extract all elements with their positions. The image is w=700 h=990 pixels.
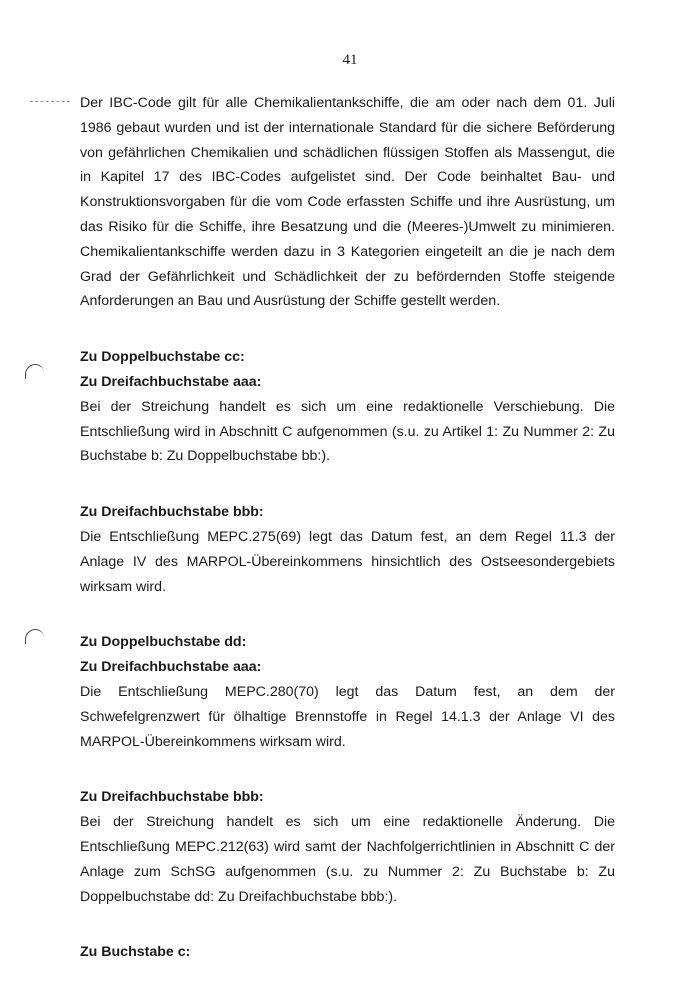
- heading-doppelbuchstabe-dd: Zu Doppelbuchstabe dd:: [80, 634, 247, 651]
- paragraph-mepc-212: Bei der Streichung handelt es sich um eine redaktionelle Änderung. Die Entschließung MEPC.212(63) wird samt der Nachfolgerrichtlinien in Abschnitt C der Anlage zum SchSG aufgenommen (s.u. zu Nummer 2: Zu Buchstabe b: Zu Doppelbuchstabe dd: Zu Dreifachbuchstabe bbb:).: [80, 814, 615, 905]
- heading-doppelbuchstabe-cc: Zu Doppelbuchstabe cc:: [80, 349, 245, 366]
- paragraph-mepc-275: Die Entschließung MEPC.275(69) legt das Datum fest, an dem Regel 11.3 der Anlage IV des MARPOL-Übereinkommens hinsichtlich des Ostseesondergebiets wirksam wird.: [80, 528, 615, 595]
- heading-buchstabe-c: Zu Buchstabe c:: [80, 944, 191, 961]
- heading-dreifachbuchstabe-aaa: Zu Dreifachbuchstabe aaa:: [80, 373, 262, 390]
- heading-dreifachbuchstabe-bbb: Zu Dreifachbuchstabe bbb:: [80, 504, 264, 521]
- paragraph-mepc-280: Die Entschließung MEPC.280(70) legt das Datum fest, an dem der Schwefelgrenzwert für ölhaltige Brennstoffe in Regel 14.1.3 der Anlage VI des MARPOL-Übereinkommens wirksam wird.: [80, 683, 615, 750]
- document-body: [80, 91, 615, 965]
- heading-dreifachbuchstabe-bbb-2: Zu Dreifachbuchstabe bbb:: [80, 789, 264, 806]
- paragraph-ibc-code: Der IBC-Code gilt für alle Chemikalientankschiffe, die am oder nach dem 01. Juli 1986 gebaut wurden und ist der internationale Standard für die sichere Beförderung von gefährlichen Chemikalien und schädlichen flüssigen Stoffen als Massengut, die in Kapitel 17 des IBC-Codes aufgelistet sind. Der Code beinhaltet Bau- und Konstruktionsvorgaben für die vom Code erfassten Schiffe und ihre Ausrüstung, um das Risiko für die Schiffe, ihre Besatzung und die (Meeres-)Umwelt zu minimieren. Chemikalientankschiffe werden dazu in 3 Kategorien eingeteilt an die je nach dem Grad der Gefährlichkeit und Schädlichkeit der zu befördernden Stoffe steigende Anforderungen an Bau und Ausrüstung der Schiffe gestellt werden.: [80, 95, 615, 310]
- paragraph-verschiebung: Bei der Streichung handelt es sich um eine redaktionelle Verschiebung. Die Entschließung wird in Abschnitt C aufgenommen (s.u. zu Artikel 1: Zu Nummer 2: Zu Buchstabe b: Zu Doppelbuchstabe bb:).: [80, 398, 615, 465]
- punch-hole-mark: [25, 364, 44, 379]
- punch-hole-mark: [25, 629, 44, 644]
- heading-dreifachbuchstabe-aaa-2: Zu Dreifachbuchstabe aaa:: [80, 659, 262, 676]
- page-number: 41: [342, 52, 358, 68]
- margin-dash-mark: [30, 101, 70, 102]
